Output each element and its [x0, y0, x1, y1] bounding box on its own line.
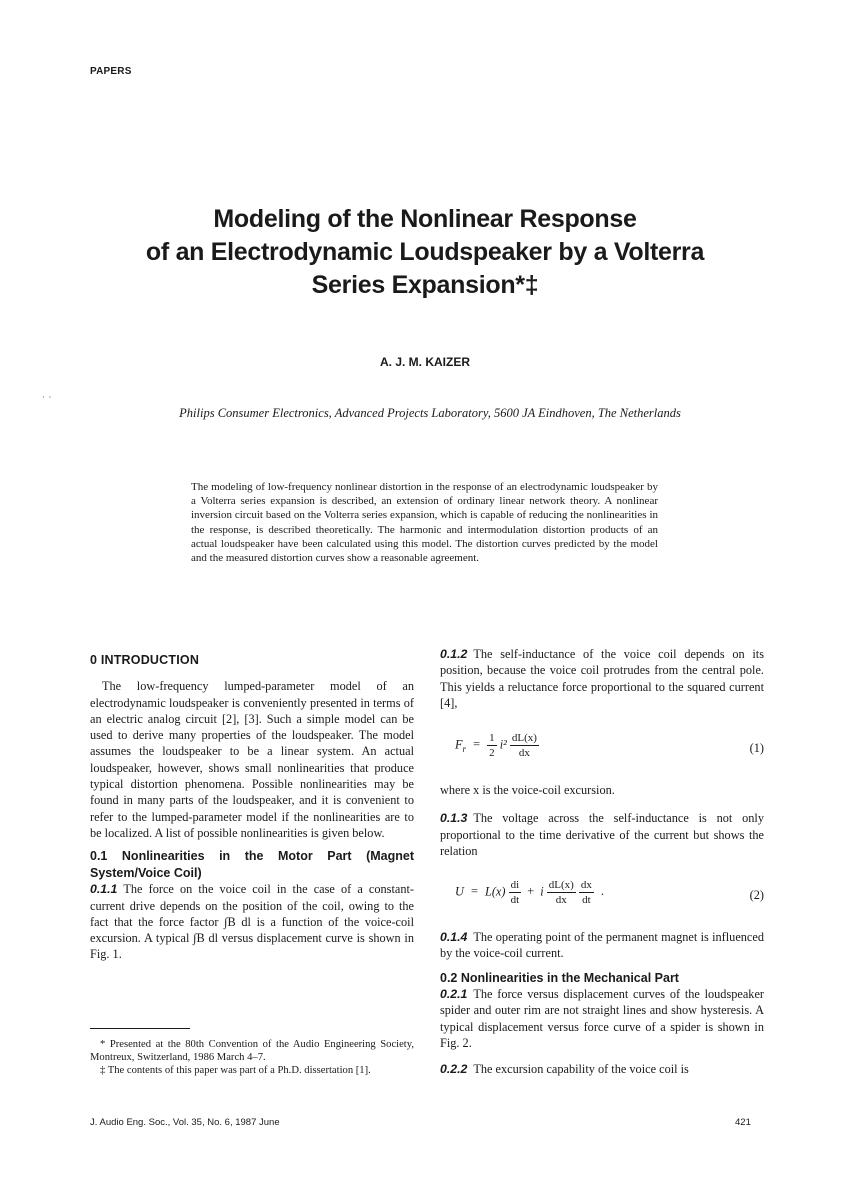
- intro-paragraph: The low-frequency lumped-parameter model of an electrodynamic loudspeaker is conveniently presented in terms of an electric analog circuit [2], [3]. Such a simple model can be used to derive many properties of the loudspeaker. The model assumes the loudspeaker to be a linear system. An actual loudspeaker, however, shows small nonlinearities that produce typical distortion phenomena. Possible nonlinearities may be found in many parts of the loudspeaker, and it is convenient to refer to the lumped-parameter model if the nonlinearities are to be localized. A list of possible nonlinearities is given below.: [90, 679, 414, 840]
- author: A. J. M. KAIZER: [379, 355, 470, 369]
- eq1-derivative-numerator: dL(x): [511, 732, 537, 744]
- section-0-2-heading: 0.2 Nonlinearities in the Mechanical Part: [440, 970, 679, 985]
- title-line-2: of an Electrodynamic Loudspeaker by a Volterra: [145, 238, 705, 266]
- footnote-presented: * Presented at the 80th Convention of the Audio Engineering Society, Montreux, Switzerland, 1986 March 4–7.: [90, 1039, 414, 1064]
- scan-specks: · ·: [42, 393, 52, 402]
- eq2-plus: +: [527, 884, 535, 899]
- section-0-2-2-text: The excursion capability of the voice coil is: [473, 1062, 689, 1077]
- footnote-rule: [90, 1028, 190, 1029]
- eq2-lhs: U: [455, 884, 464, 899]
- eq2-dl-dx: [547, 878, 576, 907]
- eq2-dl-dx-denominator: dx: [555, 894, 567, 906]
- abstract: The modeling of low-frequency nonlinear distortion in the response of an electrodynamic loudspeaker by a Volterra series expansion is described, an extension of ordinary linear network theory. A nonlinear inversion circuit based on the Volterra series expansion, which is capable of reducing the nonlinearities in the response, is described theoretically. The harmonic and intermodulation distortion products of an actual loudspeaker have been calculated using this model. The distortion curves predicted by the model and the measured distortion curves show a reasonable agreement.: [191, 481, 658, 565]
- eq1-derivative: [510, 731, 539, 760]
- title-line-3: Series Expansion*‡: [311, 271, 539, 299]
- footnote-dissertation: ‡ The contents of this paper was part of a Ph.D. dissertation [1].: [100, 1065, 371, 1077]
- section-0-1-3-paragraph: [440, 810, 764, 859]
- eq2-dx-dt-numerator: dx: [580, 879, 592, 891]
- right-column-bottom: [440, 929, 764, 1078]
- intro-heading: 0 INTRODUCTION: [90, 653, 200, 667]
- section-0-2-1-text: The force versus displacement curves of the loudspeaker spider and outer rim are not straight lines and show hysteresis. A typical displacement versus force curve of a spider is shown in Fig. 2.: [440, 987, 764, 1050]
- eq1-half: [487, 731, 497, 760]
- eq2-dx-dt: [579, 878, 594, 907]
- equation-2: [455, 878, 764, 914]
- journal-citation: J. Audio Eng. Soc., Vol. 35, No. 6, 1987 June: [90, 1117, 280, 1128]
- section-0-1-4-number: 0.1.4: [440, 930, 468, 944]
- section-0-1-4-paragraph: [440, 929, 764, 962]
- section-0-1-1-paragraph: [90, 881, 414, 962]
- eq2-di-dt-denominator: dt: [510, 894, 520, 906]
- eq2-label: (2): [749, 888, 764, 902]
- eq2-dl-dx-numerator: dL(x): [548, 879, 574, 891]
- eq1-derivative-denominator: dx: [518, 747, 530, 759]
- eq2-inductance: L(x): [484, 884, 506, 899]
- section-0-1-heading: 0.1 Nonlinearities in the Motor Part (Magnet System/Voice Coil): [90, 849, 414, 880]
- eq1-subscript: r: [462, 743, 467, 754]
- right-column-top: [440, 646, 764, 711]
- right-column-mid: [440, 782, 764, 859]
- section-0-1-3-text: The voltage across the self-inductance is not only proportional to the time derivative of the current but shows the relation: [440, 811, 764, 858]
- title-line-1: Modeling of the Nonlinear Response: [213, 205, 637, 233]
- eq2-period: .: [600, 884, 604, 899]
- eq1-equals: =: [473, 737, 481, 752]
- section-0-1-4-text: The operating point of the permanent magnet is influenced by the voice-coil current.: [440, 930, 764, 961]
- eq1-label: (1): [749, 741, 764, 755]
- footnotes: [90, 1038, 414, 1078]
- section-0-1-2-paragraph: [440, 646, 764, 711]
- section-0-2-2-paragraph: [440, 1061, 764, 1077]
- eq2-di-dt: [509, 878, 522, 907]
- section-0-1-3-number: 0.1.3: [440, 811, 468, 826]
- eq2-di-dt-numerator: di: [510, 879, 520, 891]
- affiliation: Philips Consumer Electronics, Advanced Projects Laboratory, 5600 JA Eindhoven, The Netherlands: [179, 406, 681, 420]
- running-head: PAPERS: [90, 66, 132, 77]
- section-0-1-1-text: The force on the voice coil in the case of a constant-current drive depends on the position of the coil, owing to the fact that the force factor ∫B dl is a function of the voice-coil excursion. A typical ∫B dl versus displacement curve is shown in Fig. 1.: [90, 882, 414, 962]
- eq1-i-squared: i²: [499, 737, 507, 752]
- section-0-2-1-paragraph: [440, 986, 764, 1051]
- eq1-half-denominator: 2: [489, 747, 495, 759]
- eq1-where: where x is the voice-coil excursion.: [440, 783, 615, 797]
- page-number: 421: [735, 1117, 751, 1128]
- section-0-2-1-number: 0.2.1: [440, 987, 468, 1002]
- paper-title: [60, 203, 790, 302]
- eq2-equals: =: [470, 884, 478, 899]
- section-0-1-1-number: 0.1.1: [90, 882, 118, 897]
- section-0-1-2-text: The self-inductance of the voice coil depends on its position, because the voice coil protrudes from the central pole. This yields a reluctance force proportional to the squared current [4],: [440, 647, 764, 710]
- equation-1: [455, 731, 764, 767]
- section-0-1-2-number: 0.1.2: [440, 647, 468, 661]
- eq1-half-numerator: 1: [489, 732, 495, 744]
- eq2-current: i: [540, 884, 544, 899]
- eq1-lhs: F: [455, 737, 463, 752]
- left-column: [90, 652, 414, 963]
- eq2-dx-dt-denominator: dt: [582, 894, 591, 906]
- section-0-2-2-number: 0.2.2: [440, 1062, 468, 1077]
